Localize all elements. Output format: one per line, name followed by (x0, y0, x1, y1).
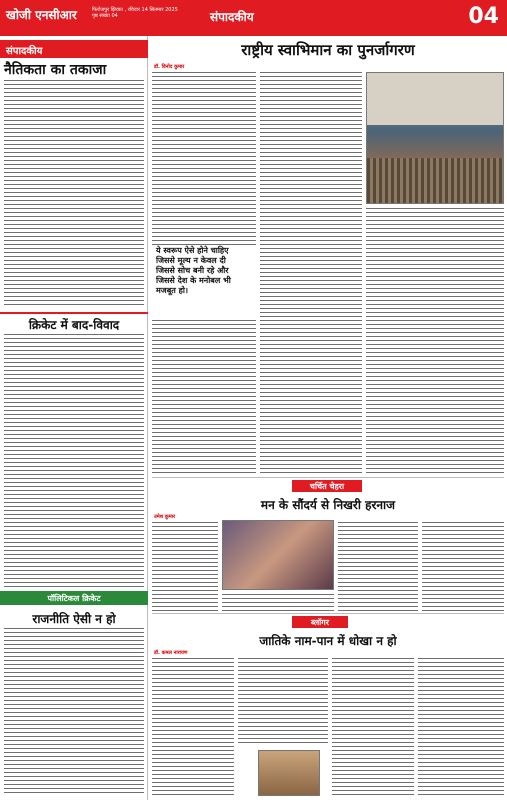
section2-col-2 (338, 522, 418, 612)
section3-col-4 (418, 658, 504, 796)
news-photo-crowd (366, 72, 504, 204)
section3-title: जातिके नाम-पान में धोखा न हो (259, 634, 397, 648)
masthead (0, 0, 507, 36)
pull-quote: ये स्वरूप ऐसे होने चाहिए जिससे मूल्य न केवल दी जिससे सोच बनी रहे और जिससे देश के मनोबल भी मजबूत हो। (156, 246, 231, 295)
section3-col-1 (152, 658, 234, 796)
main-body-col-1 (152, 72, 256, 246)
section2-title: मन के सौंदर्य से निखरी हरनाज (260, 498, 396, 512)
date-text: फिरोजपुर झिरका , रविवार 14 सितम्बर 2025 (92, 7, 178, 13)
political-cricket-tag: पॉलिटिकल क्रिकेट (0, 591, 148, 605)
left-body-3 (4, 628, 144, 796)
left-body-1 (4, 80, 144, 308)
date-line (92, 7, 212, 19)
left-body-2 (4, 334, 144, 588)
page-number: 04 (468, 4, 499, 29)
section-divider-2 (152, 613, 504, 614)
section3-col-2 (238, 658, 328, 746)
section3-byline: डॉ. कमल नारायण (154, 650, 188, 656)
main-body-col-3 (366, 208, 504, 476)
page-count-text: पृष्ठ संख्या 04 (92, 13, 118, 19)
left-headline-3: राजनीति ऐसी न हो (32, 612, 116, 626)
section2-byline: उमेश कुमार (154, 514, 176, 520)
section3-col-3 (332, 658, 414, 796)
left-headline: नैतिकता का तकाजा (4, 62, 107, 78)
section2-col-1 (152, 522, 218, 612)
portrait-photo (222, 520, 334, 590)
blogger-tag: ब्लॉगर (292, 616, 348, 628)
left-headline-2: क्रिकेट में बाद-विवाद (28, 318, 120, 332)
section2-col-3 (422, 522, 504, 612)
section2-col-under-photo (222, 594, 334, 612)
main-body-col-2 (260, 72, 362, 476)
editorial-tag: संपादकीय (0, 40, 148, 58)
main-byline: डॉ. विनोद कुमार (154, 64, 185, 70)
article-photo (258, 750, 320, 796)
main-body-col-1b (152, 320, 256, 476)
featured-face-tag: चर्चित चेहरा (292, 480, 362, 492)
main-title: राष्ट्रीय स्वाभिमान का पुनर्जागरण (241, 41, 415, 59)
left-column (0, 36, 148, 800)
headline-rule (0, 312, 148, 314)
section-divider-1 (152, 477, 504, 478)
paper-name: खोजी एनसीआर (6, 8, 77, 22)
section-name: संपादकीय (210, 10, 254, 24)
